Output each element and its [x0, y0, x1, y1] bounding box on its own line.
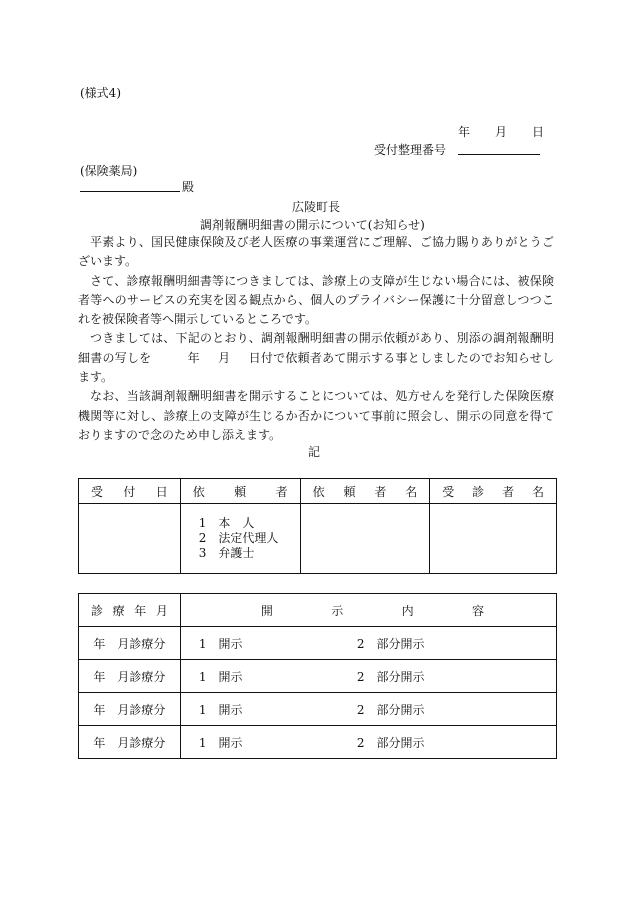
- disclosure-table-header: [79, 594, 557, 627]
- addressee-honorific: 殿: [182, 180, 195, 194]
- disclosure-options-cell: [180, 693, 556, 726]
- header-disclosure-content: 開 示 内 容: [180, 594, 556, 627]
- treatment-month-cell[interactable]: 年 月診療分: [79, 627, 181, 660]
- requester-option-legal-representative[interactable]: 2 法定代理人: [198, 531, 279, 545]
- option-disclose[interactable]: 1 開示: [198, 636, 243, 651]
- header-patient-name: 受 診 者 名: [430, 479, 557, 504]
- option-disclose[interactable]: 1 開示: [198, 669, 243, 684]
- disclosure-options-cell: [180, 726, 556, 759]
- body-text: [78, 233, 554, 445]
- option-disclose[interactable]: 1 開示: [198, 735, 243, 750]
- paragraph-2: さて、診療報酬明細書等につきましては、診療上の支障が生じない場合には、被保険者等へのサービスの充実を図る観点から、個人のプライバシー保護に十分留意しつつこれを被保険者等へ開示しているところです。: [78, 273, 554, 327]
- table-row: [79, 693, 557, 726]
- addressee-blank[interactable]: [80, 178, 180, 192]
- date-year: 年: [458, 125, 471, 139]
- request-table-header: [79, 479, 557, 504]
- option-partial-disclose[interactable]: 2 部分開示: [356, 636, 425, 651]
- date-month: 月: [494, 125, 507, 139]
- requester-name-cell[interactable]: [300, 504, 430, 574]
- request-table-row: [79, 504, 557, 574]
- header-requester-name: 依 頼 者 名: [300, 479, 430, 504]
- treatment-month-cell[interactable]: 年 月診療分: [79, 660, 181, 693]
- requester-option-lawyer[interactable]: 3 弁護士: [198, 546, 255, 560]
- paragraph-3: [78, 329, 554, 387]
- treatment-month-cell[interactable]: 年 月診療分: [79, 693, 181, 726]
- form-number: (様式4): [80, 86, 121, 100]
- treatment-month-cell[interactable]: 年 月診療分: [79, 726, 181, 759]
- patient-name-cell[interactable]: [430, 504, 557, 574]
- header-reception-date: 受 付 日: [79, 479, 181, 504]
- option-partial-disclose[interactable]: 2 部分開示: [356, 702, 425, 717]
- receipt-number-label: 受付整理番号: [374, 143, 447, 157]
- option-partial-disclose[interactable]: 2 部分開示: [356, 735, 425, 750]
- table-row: [79, 627, 557, 660]
- header-treatment-month: 診 療 年 月: [79, 594, 181, 627]
- option-disclose[interactable]: 1 開示: [198, 702, 243, 717]
- date-line: [458, 123, 544, 140]
- receipt-number-blank[interactable]: [458, 141, 540, 155]
- pharmacy-label: (保険薬局): [80, 164, 138, 178]
- disclosure-table: [78, 593, 557, 759]
- sender: 広陵町長: [292, 200, 341, 214]
- paragraph-3-month: 月: [217, 350, 231, 365]
- table-row: [79, 726, 557, 759]
- date-day: 日: [531, 125, 544, 139]
- paragraph-3-year: 年: [187, 350, 200, 365]
- option-partial-disclose[interactable]: 2 部分開示: [356, 669, 425, 684]
- paragraph-1: 平素より、国民健康保険及び老人医療の事業運営にご理解、ご協力賜りありがとうございます。: [78, 235, 554, 269]
- requester-options-cell[interactable]: [180, 504, 300, 574]
- header-requester: 依 頼 者: [180, 479, 300, 504]
- request-table: [78, 478, 557, 574]
- table-row: [79, 660, 557, 693]
- requester-option-self[interactable]: 1 本 人: [198, 516, 255, 530]
- ki-heading: 記: [308, 445, 321, 459]
- disclosure-options-cell: [180, 660, 556, 693]
- reception-date-cell[interactable]: [79, 504, 181, 574]
- disclosure-options-cell: [180, 627, 556, 660]
- paragraph-3-part1: つきましては、下記のとおり、調剤報酬明細書の開示依頼があり、別添の調剤報酬明細書の写しを: [78, 331, 554, 365]
- paragraph-4: なお、当該調剤報酬明細書を開示することについては、処方せんを発行した保険医療機関等に対し、診療上の支障が生じるか否かについて事前に照会し、開示の同意を得ておりますので念のため申し添えます。: [78, 389, 554, 442]
- paragraph-3-part2: 日付で依頼者あて開示する事としましたのでお知らせします。: [78, 350, 554, 385]
- document-title: 調剤報酬明細書の開示について(お知らせ): [200, 218, 425, 232]
